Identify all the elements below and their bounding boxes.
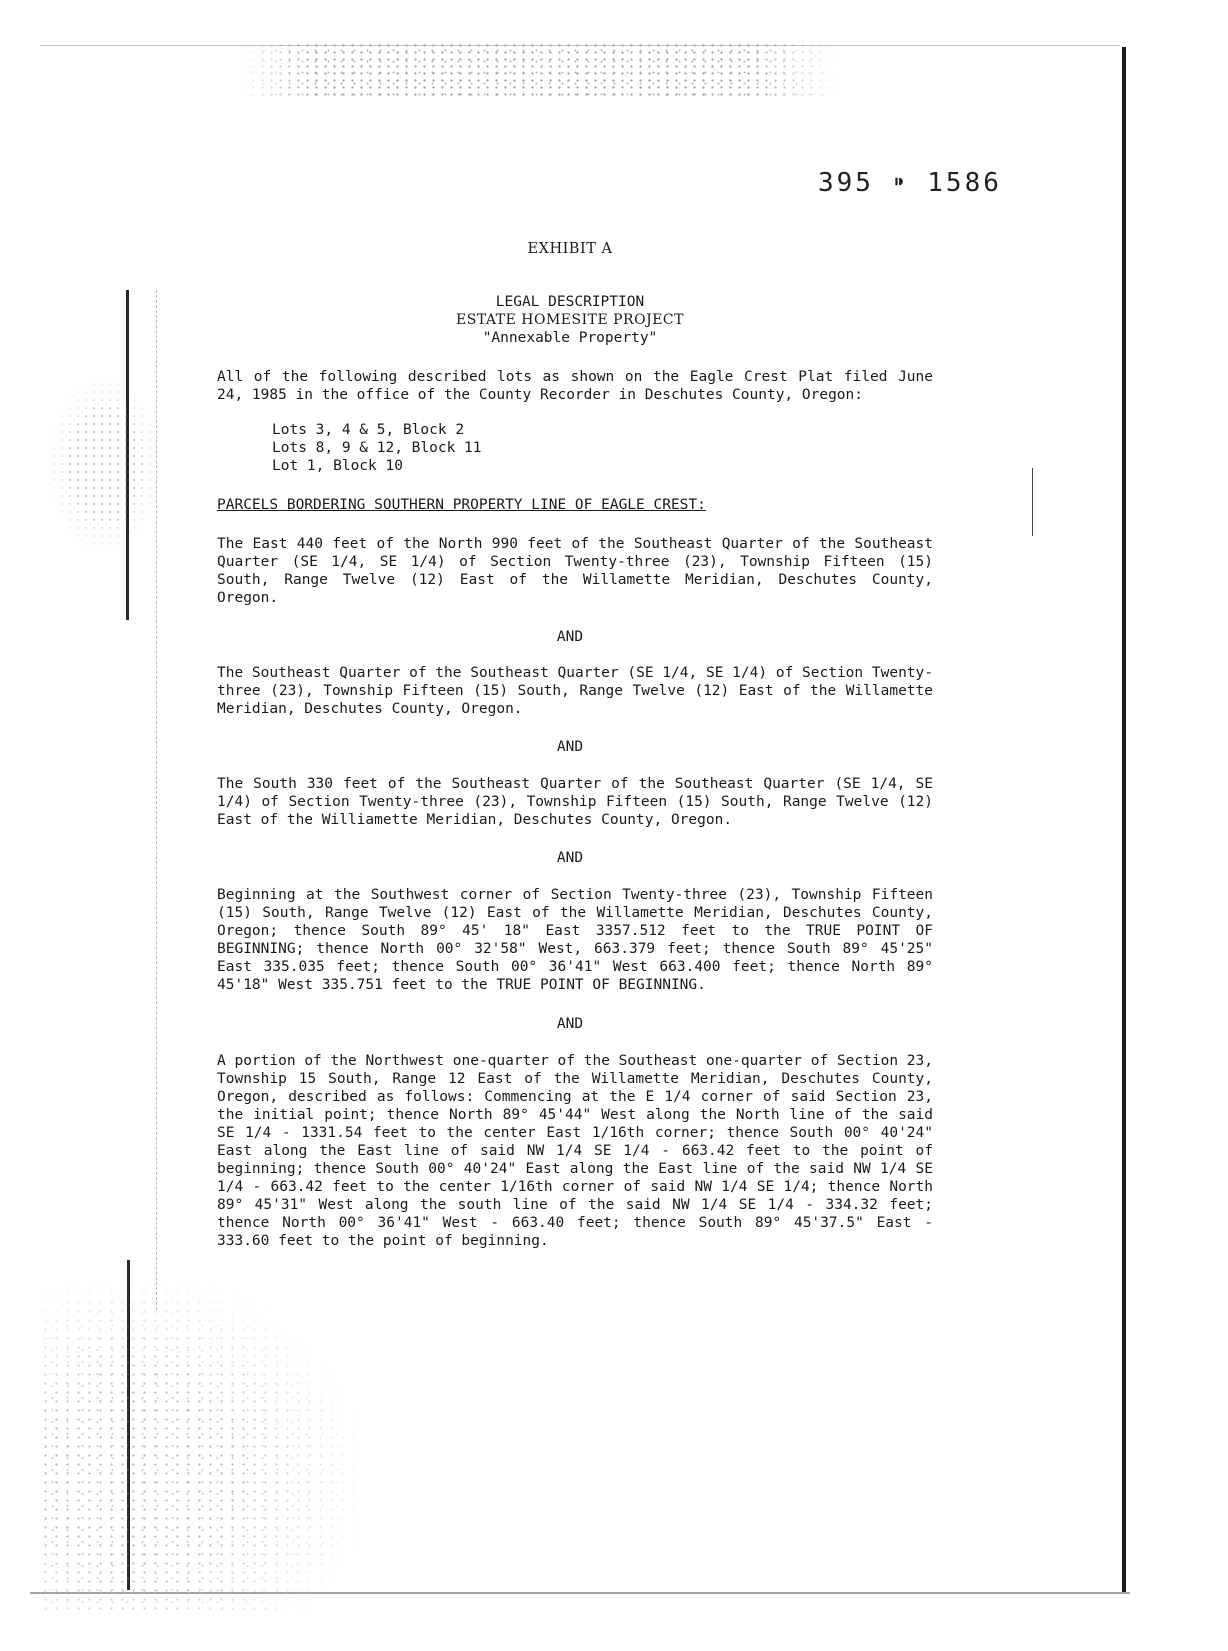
intro-paragraph: All of the following described lots as shown on the Eagle Crest Plat filed June 24, 1985 in the office of the County Recorder in Deschutes County, Oregon: <box>217 369 933 403</box>
and-separator: AND <box>556 739 584 755</box>
parcel-paragraph: The South 330 feet of the Southeast Quarter of the Southeast Quarter (SE 1/4, SE 1/4) of Section Twenty-three (23), Township Fifteen (15) South, Range Twelve (12) East of the Williamette Meridian, Deschutes County, Oregon. <box>217 776 933 828</box>
page-number: 395 ⁍ 1586 <box>818 168 1002 198</box>
parcel-paragraph: A portion of the Northwest one-quarter of the Southeast one-quarter of Section 23, Township 15 South, Range 12 East of the Willamette Meridian, Deschutes County, Oregon, described as follows: Commencing at the E 1/4 corner of said Section 23, the initial point; thence North 89° 45'44" West along the North line of the said SE 1/4 - 1331.54 feet to the center East 1/16th corner; thence South 00° 40'24" East along the East line of said NW 1/4 SE 1/4 - 663.42 feet to the point of beginning; thence South 00° 40'24" East along the East line of the said NW 1/4 SE 1/4 - 663.42 feet to the center 1/16th corner of said NW 1/4 SE 1/4; thence North 89° 45'31" West along the south line of the said NW 1/4 SE 1/4 - 334.32 feet; thence North 00° 36'41" West - 663.40 feet; thence South 89° 45'37.5" East - 333.60 feet to the point of beginning. <box>217 1053 933 1249</box>
margin-mark <box>1032 468 1033 536</box>
lot-line: Lots 8, 9 & 12, Block 11 <box>272 440 482 456</box>
and-separator: AND <box>556 629 584 645</box>
parcel-paragraph: Beginning at the Southwest corner of Section Twenty-three (23), Township Fifteen (15) South, Range Twelve (12) East of the Willamette Meridian, Deschutes County, Oregon; thence South 89° 45' 18" East 3357.512 feet to the TRUE POINT OF BEGINNING; thence North 00° 32'58" West, 663.379 feet; thence South 89° 45'25" East 335.035 feet; thence South 00° 36'41" West 663.400 feet; thence North 89° 45'18" West 335.751 feet to the TRUE POINT OF BEGINNING. <box>217 887 933 993</box>
lot-line: Lot 1, Block 10 <box>272 458 403 474</box>
scan-edge-right <box>1122 47 1126 1592</box>
title-project: ESTATE HOMESITE PROJECT <box>456 312 684 328</box>
scan-noise-left-bottom <box>40 1280 360 1610</box>
exhibit-label: EXHIBIT A <box>527 241 613 257</box>
scan-noise-top <box>240 42 840 100</box>
lot-line: Lots 3, 4 & 5, Block 2 <box>272 422 465 438</box>
title-annexable: "Annexable Property" <box>482 330 658 346</box>
parcels-heading: PARCELS BORDERING SOUTHERN PROPERTY LINE OF EAGLE CREST: <box>217 497 706 513</box>
parcel-paragraph: The Southeast Quarter of the Southeast Quarter (SE 1/4, SE 1/4) of Section Twenty-three (23), Township Fifteen (15) South, Range Twelve (12) East of the Willamette Meridian, Deschutes County, Oregon. <box>217 665 933 717</box>
scan-edge-top <box>40 45 1120 46</box>
and-separator: AND <box>556 850 584 866</box>
parcel-paragraph: The East 440 feet of the North 990 feet of the Southeast Quarter of the Southeast Quarter (SE 1/4, SE 1/4) of Section Twenty-three (23), Township Fifteen (15) South, Range Twelve (12) East of the Willamette Meridian, Deschutes County, Oregon. <box>217 536 933 606</box>
lots-list <box>272 421 482 475</box>
scan-noise-left-mid <box>50 380 160 550</box>
and-separator: AND <box>556 1016 584 1032</box>
scan-edge-bottom <box>30 1592 1130 1594</box>
title-legal-description: LEGAL DESCRIPTION <box>495 294 645 310</box>
